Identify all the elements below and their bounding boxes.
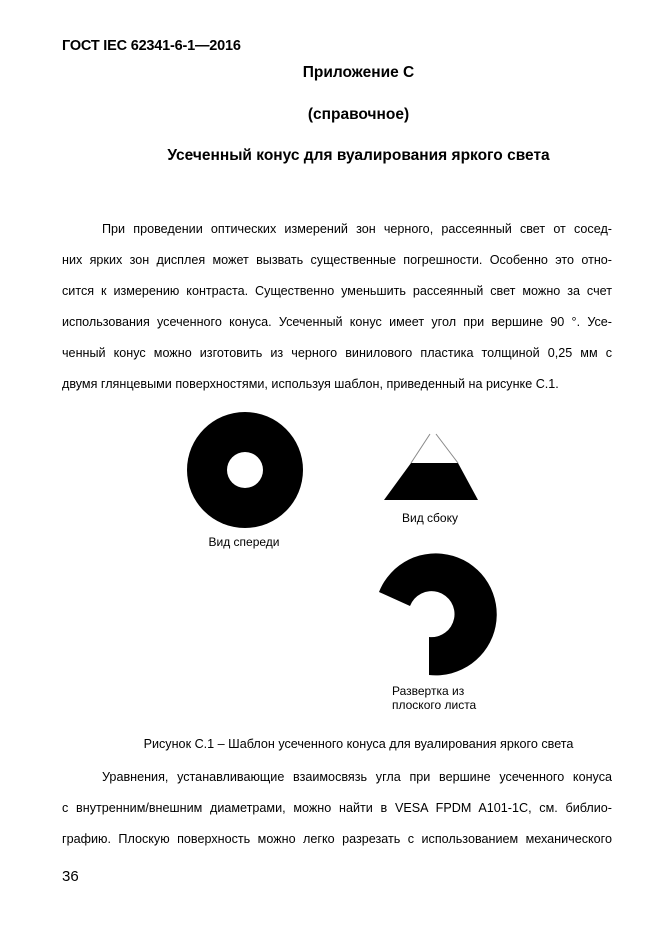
flat-label-line-2: плоского листа	[392, 698, 477, 712]
paragraph-line: них ярких зон дисплея может вызвать существенные погрешности. Особенно это отно-	[62, 253, 612, 267]
paragraph-line: использования усеченного конуса. Усеченный конус имеет угол при вершине 90 °. Усе-	[62, 315, 612, 329]
paragraph-line: При проведении оптических измерений зон черного, рассеянный свет от сосед-	[102, 222, 612, 236]
side-view-label: Вид сбоку	[402, 511, 458, 525]
paragraph-line: двумя глянцевыми поверхностями, используя шаблон, приведенный на рисунке С.1.	[62, 377, 559, 391]
appendix-kind: (справочное)	[307, 106, 410, 123]
paragraph-2	[62, 762, 612, 855]
paragraph-line: сится к измерению контраста. Существенно уменьшить рассеянный свет можно за счет	[62, 284, 612, 298]
flat-development	[379, 553, 497, 675]
appendix-title: Приложение С	[302, 64, 415, 81]
paragraph-line: с внутренним/внешним диаметрами, можно найти в VESA FPDM A101-1C, см. библио-	[62, 801, 612, 815]
side-view-cone	[384, 434, 478, 500]
flat-label-line-1: Развертка из	[392, 684, 465, 698]
appendix-name: Усеченный конус для вуалирования яркого света	[167, 147, 550, 164]
paragraph-line: графию. Плоскую поверхность можно легко разрезать с использованием механического	[62, 832, 612, 846]
front-view-label: Вид спереди	[208, 535, 280, 549]
front-view-ring	[187, 412, 303, 528]
page-number: 36	[62, 868, 79, 885]
document-header: ГОСТ IEC 62341-6-1—2016	[62, 38, 241, 54]
paragraph-line: ченный конус можно изготовить из черного винилового пластика толщиной 0,25 мм с	[62, 346, 612, 360]
paragraph-line: Уравнения, устанавливающие взаимосвязь угла при вершине усеченного конуса	[102, 770, 612, 784]
figure-caption: Рисунок С.1 – Шаблон усеченного конуса для вуалирования яркого света	[143, 737, 574, 751]
